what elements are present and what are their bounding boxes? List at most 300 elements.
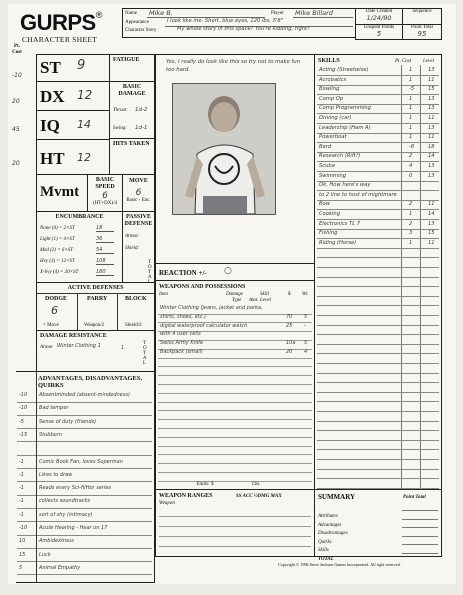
summary-row [318, 521, 438, 536]
active-defenses-label: ACTIVE DEFENSES [67, 285, 124, 291]
gurps-logo [20, 10, 102, 36]
item-col-label: Item [159, 292, 168, 297]
st-value[interactable]: 9 [77, 58, 86, 73]
player-field[interactable]: Mike Billard [295, 9, 333, 17]
summary-row-value[interactable] [402, 519, 438, 520]
skill-cost[interactable]: 1 [409, 124, 413, 131]
advantage-text[interactable]: sort of shy (intimacy) [39, 511, 93, 518]
summary-row-label: TOTAL [318, 556, 334, 562]
move-box [122, 174, 155, 212]
portrait-caption: Yes, I really do look like this so try not to make fun too hard. [166, 59, 301, 73]
weapon-weight[interactable]: - [304, 322, 306, 329]
summary-row [318, 530, 438, 545]
damage-col-label: Damage [226, 292, 243, 297]
advantage-text[interactable]: Bad temper [39, 405, 69, 412]
skills-cost-label: Pt. Cost [395, 59, 412, 64]
advantage-row[interactable] [17, 565, 152, 576]
basic-speed-label: BASIC SPEED [95, 177, 115, 190]
point-total-field[interactable]: 95 [417, 30, 427, 38]
skill-name[interactable]: Bowling [319, 86, 340, 93]
skill-row[interactable] [317, 95, 439, 105]
summary-row [318, 547, 438, 562]
skill-row[interactable] [317, 133, 439, 143]
advantage-text[interactable]: Acute Hearing - Hear on 17 [39, 525, 108, 531]
encumbrance-box [36, 211, 123, 283]
point-total-label: Point Total [411, 25, 433, 30]
skill-row[interactable] [317, 296, 439, 306]
skill-level[interactable]: 15 [428, 86, 435, 93]
summary-row-value[interactable] [402, 510, 438, 511]
skill-level[interactable]: 13 [428, 172, 435, 179]
level-col-label: Level [260, 298, 271, 303]
skill-cost[interactable]: 1 [409, 115, 413, 121]
weapons-box [155, 280, 315, 490]
skills-level-label: Level [423, 59, 434, 64]
fatigue-box [109, 54, 155, 82]
advantage-cost[interactable]: 10 [19, 538, 26, 545]
skill-row[interactable] [317, 450, 439, 460]
skill-name[interactable]: Scuba [319, 163, 335, 169]
reaction-field[interactable]: ○ [224, 266, 232, 276]
dr-total-label: TOTAL [143, 341, 147, 366]
copyright: Copyright © 1986 Steve Jackson Games Incorporated. All right reserved. [278, 562, 401, 567]
weapon-weight[interactable]: 5 [304, 313, 308, 320]
weapon-item[interactable]: Backpack (small) [160, 349, 203, 355]
damage-resistance-box [36, 330, 155, 372]
unspent-points-field[interactable]: 5 [376, 30, 382, 38]
iq-label: IQ [40, 116, 60, 135]
story-field[interactable]: My whole story in this space? You're kidding, right? [177, 26, 310, 32]
skill-level[interactable]: 13 [428, 163, 435, 169]
skill-row[interactable] [317, 258, 439, 268]
encumbrance-level-label: X-hvy (4) = 20×ST [40, 270, 79, 275]
identity-block [122, 8, 356, 38]
skill-col-label: Skill [260, 292, 269, 297]
skill-level[interactable]: 11 [428, 201, 435, 208]
skill-row[interactable] [317, 325, 439, 335]
summary-label: SUMMARY [318, 493, 356, 501]
summary-row-value[interactable] [402, 544, 438, 545]
portrait-photo [172, 83, 276, 215]
reaction-label: REACTION +/- [159, 269, 207, 277]
dx-box [36, 81, 110, 111]
skill-row[interactable] [317, 268, 439, 278]
hits-taken-label: HITS TAKEN [113, 141, 150, 147]
skill-level[interactable]: 11 [428, 115, 435, 121]
st-label: ST [40, 58, 61, 77]
skill-cost[interactable]: 1 [409, 95, 413, 102]
advantage-text[interactable]: Comic Book Fan, loves Superman [39, 458, 123, 465]
skill-level[interactable]: 13 [428, 105, 435, 112]
story-label: Character Story [125, 28, 157, 33]
basic-speed-field[interactable]: 6 [102, 191, 108, 201]
advantage-text[interactable]: Ambidextrous [39, 538, 74, 545]
skill-row[interactable] [317, 66, 439, 76]
skill-row[interactable] [317, 162, 439, 172]
appearance-label: Appearance [125, 20, 149, 25]
encumbrance-level-label: None (0) = 2×ST [40, 226, 75, 231]
advantage-text[interactable]: Reads every Sci-fi/Hor series [39, 485, 111, 492]
skill-row[interactable] [317, 335, 439, 345]
weapon-ranges-label: WEAPON RANGES [159, 493, 213, 499]
skill-cost[interactable]: 2 [409, 220, 413, 227]
skill-name[interactable]: Acrobatics [319, 76, 347, 83]
skill-name[interactable]: Acting (Streetwise) [319, 67, 369, 73]
skill-row[interactable] [317, 210, 439, 220]
player-label: Player [271, 11, 284, 16]
skill-name[interactable]: Powerboat [319, 134, 347, 141]
advantage-text[interactable]: Likes to draw [39, 471, 73, 478]
summary-row-value[interactable] [402, 527, 438, 528]
advantage-cost[interactable]: -1 [19, 511, 24, 518]
weapon-item[interactable]: Winter Clothing (jeans, jacket and parka, [160, 305, 263, 311]
summary-row-label: Quirks [318, 539, 332, 545]
advantage-row[interactable] [17, 525, 152, 536]
st-box [36, 54, 110, 82]
skill-row[interactable] [317, 143, 439, 153]
encumbrance-row [40, 258, 120, 264]
ht-value[interactable]: 12 [77, 151, 91, 164]
skill-name[interactable]: Fishing [319, 230, 338, 237]
skill-cost[interactable]: 1 [409, 211, 413, 217]
movement-label: Mvmt [40, 184, 80, 200]
encumbrance-level-label: Light (1) = 4×ST [40, 237, 75, 242]
ht-box [36, 139, 110, 175]
summary-row-label: Disadvantages [318, 531, 348, 536]
ht-label: HT [40, 149, 65, 168]
skill-row[interactable] [317, 104, 439, 114]
basic-damage-box [109, 81, 155, 139]
dx-label: DX [40, 87, 65, 106]
ht-cost[interactable]: 20 [12, 160, 20, 167]
skill-row[interactable] [317, 287, 439, 297]
weapon-cost[interactable]: 70 [286, 313, 293, 320]
encumbrance-label: ENCUMBRANCE [55, 214, 104, 220]
advantage-row[interactable] [17, 419, 152, 430]
skill-cost[interactable]: 1 [409, 105, 413, 112]
summary-row-label: Skills [318, 548, 329, 553]
movement-box [36, 174, 88, 212]
dx-value[interactable]: 12 [77, 88, 93, 102]
weapon-item[interactable]: digital waterproof calculator watch [160, 322, 248, 329]
skill-name[interactable]: Riding (Horse) [319, 239, 357, 246]
skill-row[interactable] [317, 248, 439, 258]
encumbrance-value[interactable]: 18 [96, 225, 114, 232]
name-field[interactable]: Mike B. [149, 9, 173, 17]
weapon-ranges-weapon-label: Weapon [159, 501, 175, 506]
skill-row[interactable] [317, 124, 439, 134]
character-sheet [8, 4, 456, 584]
pd-shield-label: Shield: [125, 246, 140, 251]
skill-row[interactable] [317, 277, 439, 287]
sheet-subtitle: CHARACTER SHEET [22, 35, 98, 44]
skill-level[interactable]: 11 [428, 76, 435, 83]
advantage-text[interactable]: Stubborn [39, 431, 62, 438]
unspent-points-box [355, 24, 403, 40]
encumbrance-row [40, 247, 120, 253]
summary-row-label: Attributes [318, 514, 338, 519]
summary-row-value[interactable] [402, 553, 438, 554]
move-label: MOVE [129, 178, 148, 184]
totals-label: Totals: $ [196, 482, 214, 487]
skill-cost[interactable]: 1 [409, 239, 413, 246]
skill-row[interactable] [317, 220, 439, 230]
weapon-row[interactable] [158, 472, 312, 482]
advantage-row[interactable] [17, 432, 152, 443]
weapon-weight[interactable]: 5 [304, 340, 308, 347]
date-created-box [355, 8, 403, 25]
skill-level[interactable]: 13 [428, 124, 435, 131]
skill-cost[interactable]: 3 [409, 230, 413, 237]
skill-row[interactable] [317, 344, 439, 354]
skill-row[interactable] [317, 239, 439, 249]
encumbrance-row [40, 236, 120, 242]
hits-taken-box [109, 138, 155, 175]
advantage-row[interactable] [17, 498, 152, 509]
summary-row [318, 538, 438, 553]
appearance-field[interactable]: I look like me. Short, blue eyes, 120 lbs. 5'8" [167, 18, 284, 24]
skill-row[interactable] [317, 440, 439, 450]
skill-row[interactable] [317, 354, 439, 364]
skill-name[interactable]: Comp Op [319, 95, 344, 102]
person-photo-icon [173, 84, 275, 214]
encumbrance-level-label: Med (2) = 6×ST [40, 248, 73, 253]
weapon-cost[interactable]: 25 [286, 322, 293, 329]
skill-cost[interactable]: 1 [409, 134, 413, 141]
skill-name[interactable]: Comp Programming [319, 105, 371, 112]
basic-speed-box [87, 174, 123, 212]
skill-cost[interactable]: 4 [409, 163, 413, 169]
skill-row[interactable] [317, 421, 439, 431]
encumbrance-row [40, 225, 120, 231]
sequence-label: Sequence [412, 9, 432, 14]
portrait-panel [155, 54, 315, 264]
advantage-row[interactable] [17, 392, 152, 403]
weapon-ranges-box [155, 489, 315, 557]
summary-row [318, 504, 438, 519]
advantage-row[interactable] [17, 405, 152, 416]
skill-name[interactable]: Leadership (Ham A) [319, 124, 371, 131]
lbs-label: Lbs. [252, 482, 261, 487]
block-label: BLOCK [125, 296, 147, 302]
skill-name[interactable]: Driving (car) [319, 115, 352, 121]
skill-row[interactable] [317, 479, 439, 489]
pt-cost-label: Pt. Cost [12, 44, 22, 55]
skill-row[interactable] [317, 392, 439, 402]
dr-armor-field[interactable]: Winter Clothing 1 [57, 343, 101, 349]
weapon-item[interactable]: shirts, shoes, etc.) [160, 313, 206, 320]
point-total-box [402, 24, 442, 40]
skill-row[interactable] [317, 460, 439, 470]
advantage-row[interactable] [17, 538, 152, 549]
skill-row[interactable] [317, 402, 439, 412]
skills-label: SKILLS [318, 58, 340, 64]
skill-row[interactable] [317, 373, 439, 383]
advantage-text[interactable]: collects soundtracks [39, 498, 91, 505]
damage-resistance-label: DAMAGE RESISTANCE [40, 333, 107, 339]
advantage-text[interactable]: Absentminded (absent-mindedness) [39, 392, 130, 398]
skill-name[interactable]: Electronics TL 7 [319, 220, 361, 227]
passive-defense-label: PASSIVE DEFENSE [124, 214, 153, 227]
advantage-row[interactable] [17, 459, 152, 470]
advantages-label: ADVANTAGES, DISADVANTAGES, QUIRKS [38, 375, 143, 389]
skill-name[interactable]: to 2 line to host of mightmare [319, 191, 397, 198]
advantage-row[interactable] [17, 445, 152, 456]
advantage-cost[interactable]: 5 [19, 564, 23, 571]
advantage-cost[interactable]: -15 [19, 431, 28, 438]
skill-row[interactable] [317, 383, 439, 393]
logo-trademark: ® [95, 10, 103, 20]
block-note: Shield/2 [125, 323, 142, 328]
weapon-weight[interactable]: 4 [304, 349, 308, 355]
skill-level[interactable]: 13 [428, 67, 435, 73]
skill-row[interactable] [317, 316, 439, 326]
advantage-cost[interactable]: 15 [19, 551, 26, 558]
advantage-text[interactable]: Luck [39, 551, 51, 558]
skill-name[interactable]: Bard [319, 143, 332, 150]
weapon-item[interactable]: with 4 user cells [160, 331, 201, 338]
weapon-cost[interactable]: 20 [286, 349, 293, 355]
skill-name[interactable]: Cooking [319, 211, 340, 217]
encumbrance-value[interactable]: 108 [96, 258, 114, 265]
dodge-field[interactable]: 6 [51, 304, 58, 317]
advantage-row[interactable] [17, 552, 152, 563]
iq-cost[interactable]: 45 [12, 126, 20, 133]
skill-row[interactable] [317, 431, 439, 441]
swing-field[interactable]: 1d-1 [135, 125, 148, 131]
advantage-cost[interactable]: -10 [19, 392, 28, 398]
summary-row [318, 513, 438, 528]
skill-cost[interactable]: 2 [409, 153, 413, 160]
skill-row[interactable] [317, 76, 439, 86]
skill-row[interactable] [317, 229, 439, 239]
advantages-box [16, 371, 155, 583]
encumbrance-value[interactable]: 180 [96, 269, 114, 276]
skill-level[interactable]: 15 [428, 230, 435, 237]
summary-row-value[interactable] [402, 536, 438, 537]
weapon-cost[interactable]: 10a [286, 340, 296, 347]
skill-level[interactable]: 11 [428, 239, 435, 246]
skill-row[interactable] [317, 412, 439, 422]
advantage-row[interactable] [17, 485, 152, 496]
name-label: Name [125, 11, 137, 16]
skill-level[interactable]: 13 [428, 220, 435, 227]
skill-row[interactable] [317, 114, 439, 124]
amt-col-label: Amt. [249, 298, 259, 303]
pd-total-label: TOTAL [148, 260, 152, 285]
skill-row[interactable] [317, 191, 439, 201]
sequence-box [402, 8, 442, 25]
encumbrance-value[interactable]: 36 [96, 236, 114, 243]
encumbrance-level-label: Hvy (3) = 12×ST [40, 259, 75, 264]
skill-row[interactable] [317, 152, 439, 162]
advantage-row[interactable] [17, 472, 152, 483]
advantage-text[interactable]: Animal Empathy [39, 564, 81, 571]
date-created-label: Date Created [365, 9, 393, 14]
advantage-cost[interactable]: -1 [19, 498, 24, 505]
skill-row[interactable] [317, 306, 439, 316]
skill-cost[interactable]: -5 [409, 86, 415, 93]
active-defenses-box [36, 282, 155, 331]
basic-speed-formula: (HT+DX)/4 [93, 201, 117, 206]
cost-col-label: $ [288, 292, 291, 297]
skill-row[interactable] [317, 200, 439, 210]
date-created-field[interactable]: 1/24/90 [366, 14, 392, 22]
parry-note: Weapon/2 [84, 323, 105, 328]
summary-box [314, 489, 442, 562]
skill-row[interactable] [317, 85, 439, 95]
pd-armor-label: Armor: [125, 234, 140, 239]
parry-label: PARRY [87, 296, 108, 302]
skill-level[interactable]: 13 [428, 95, 435, 102]
dr-value-field[interactable]: 1 [121, 345, 125, 351]
skill-cost[interactable]: 1 [409, 67, 413, 73]
st-cost[interactable]: -10 [12, 72, 22, 79]
skill-name[interactable]: Swimming [319, 172, 347, 179]
skill-cost[interactable]: 0 [409, 172, 413, 179]
weapon-item[interactable]: Swiss Army Knife [160, 340, 204, 347]
thrust-label: Thrust: [113, 108, 128, 113]
advantage-cost[interactable]: -1 [19, 485, 24, 492]
advantage-cost[interactable]: -5 [19, 418, 24, 425]
summary-points-label: Point Total [403, 495, 426, 500]
passive-defense-box [122, 211, 155, 283]
skill-row[interactable] [317, 181, 439, 191]
iq-value[interactable]: 14 [77, 118, 91, 131]
skills-box [314, 54, 442, 490]
wt-col-label: Wt. [302, 292, 309, 297]
dx-cost[interactable]: 20 [12, 98, 20, 105]
skill-level[interactable]: 14 [428, 211, 435, 217]
weapon-ranges-cols: SS ACC ½DMG MAX [236, 494, 282, 499]
skill-name[interactable]: Ok, How here's way [319, 182, 371, 189]
encumbrance-row [40, 269, 120, 275]
weapons-label: WEAPONS AND POSSESSIONS [159, 284, 246, 290]
reaction-box [155, 263, 315, 281]
advantage-cost[interactable]: -10 [19, 405, 28, 412]
skill-cost[interactable]: 1 [409, 76, 413, 83]
skill-level[interactable]: 14 [428, 153, 435, 160]
skill-name[interactable]: Bow [319, 201, 330, 208]
skill-row[interactable] [317, 364, 439, 374]
iq-box [36, 110, 110, 140]
advantages-cost-divider [36, 372, 37, 582]
skill-row[interactable] [317, 172, 439, 182]
advantage-text[interactable]: Sense of duty (friends) [39, 418, 97, 425]
summary-row-label: Advantages [318, 522, 342, 528]
skill-level[interactable]: 11 [428, 134, 435, 141]
basic-damage-label: BASIC DAMAGE [118, 84, 146, 97]
skill-level[interactable]: 18 [428, 143, 435, 150]
move-field[interactable]: 6 [135, 188, 142, 198]
skill-name[interactable]: Research (Rift?) [319, 153, 361, 160]
skill-row[interactable] [317, 469, 439, 479]
fatigue-label: FATIGUE [113, 57, 140, 63]
skill-cost[interactable]: 2 [409, 201, 413, 208]
encumbrance-value[interactable]: 54 [96, 247, 114, 254]
dodge-label: DODGE [45, 296, 68, 302]
advantage-row[interactable] [17, 512, 152, 523]
advantage-cost[interactable]: -1 [19, 471, 24, 478]
thrust-field[interactable]: 1d-2 [135, 107, 148, 113]
skill-cost[interactable]: -8 [409, 143, 415, 150]
advantage-cost[interactable]: -10 [19, 525, 28, 531]
dodge-note: = Move [43, 323, 59, 328]
advantage-cost[interactable]: -1 [19, 458, 24, 465]
type-col-label: Type [232, 298, 242, 303]
logo-text: GURPS [20, 10, 96, 35]
move-formula: Basic - Enc. [126, 198, 151, 203]
